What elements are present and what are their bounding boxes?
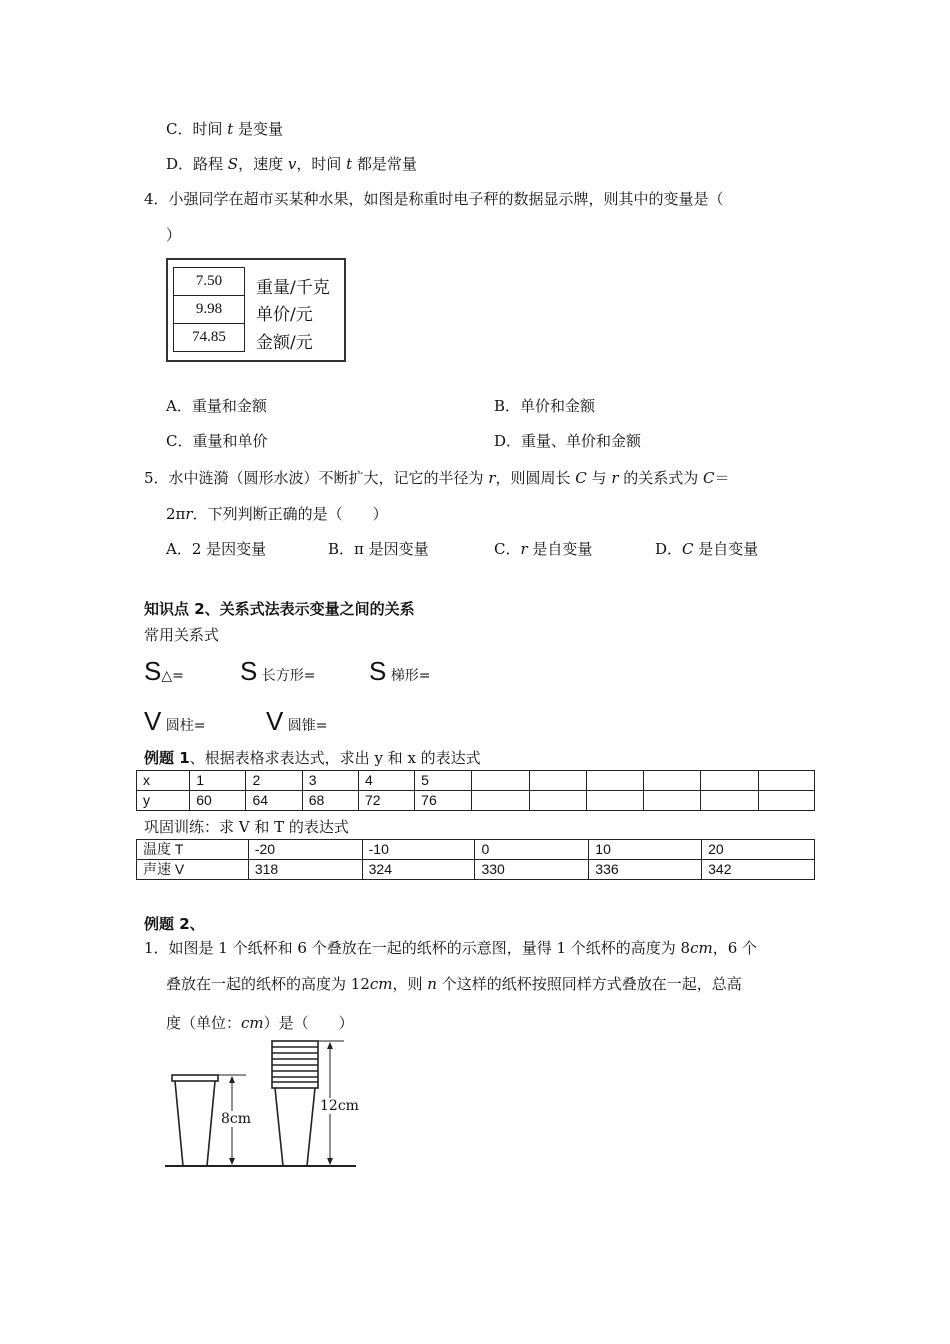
scale-amount-label: 金额/元 — [256, 333, 313, 353]
table-cell — [758, 791, 814, 811]
q4-option-d: D．重量、单价和金额 — [494, 432, 642, 450]
q5-option-d: D．C 是自变量 — [655, 540, 759, 558]
table-cell — [472, 771, 529, 791]
table-cell: 342 — [702, 860, 815, 880]
practice-title: 巩固训练：求 V 和 T 的表达式 — [144, 818, 349, 836]
table-cell: 2 — [246, 771, 302, 791]
label-12cm: 12cm — [320, 1098, 359, 1114]
table-cell: 10 — [589, 840, 702, 860]
table-cell: 1 — [190, 771, 246, 791]
example1-row-x — [137, 771, 815, 791]
example2-q1-line1: 1．如图是 1 个纸杯和 6 个叠放在一起的纸杯的示意图，量得 1 个纸杯的高度为 8cm，6 个 — [144, 939, 758, 957]
stacked-cups — [272, 1041, 318, 1166]
example2-q1-line3: 度（单位：cm）是（ ） — [166, 1014, 354, 1032]
table-cell: 4 — [358, 771, 414, 791]
scale-weight-label: 重量/千克 — [256, 278, 330, 298]
table-cell: 5 — [415, 771, 472, 791]
table-cell: 20 — [702, 840, 815, 860]
q5-stem-line1: 5．水中涟漪（圆形水波）不断扩大，记它的半径为 r，则圆周长 C 与 r 的关系式为 C＝ — [144, 469, 730, 487]
table-cell: 3 — [302, 771, 358, 791]
q5-option-c: C．r 是自变量 — [494, 540, 593, 558]
q4-option-a: A．重量和金额 — [166, 397, 267, 415]
table-cell — [644, 791, 701, 811]
q4-stem-line2: ） — [166, 226, 182, 244]
table-cell — [586, 791, 643, 811]
table-cell — [758, 771, 814, 791]
practice-table — [136, 839, 815, 880]
table-cell: 64 — [246, 791, 302, 811]
scale-amount-value: 74.85 — [173, 324, 245, 352]
example2-q1-line2: 叠放在一起的纸杯的高度为 12cm，则 n 个这样的纸杯按照同样方式叠放在一起，总高 — [166, 975, 742, 993]
table-cell — [472, 791, 529, 811]
table-cell: 声速 V — [137, 860, 249, 880]
table-cell: 336 — [589, 860, 702, 880]
table-cell: 330 — [475, 860, 589, 880]
example2-title: 例题 2、 — [144, 915, 205, 933]
formula-rectangle-area: S 长方形= — [240, 656, 316, 686]
example1-title: 例题 1、根据表格求表达式，求出 y 和 x 的表达式 — [144, 749, 481, 767]
table-cell: y — [137, 791, 190, 811]
knowledge-subheading: 常用关系式 — [144, 626, 220, 644]
table-cell: -10 — [362, 840, 475, 860]
table-cell — [701, 771, 758, 791]
formula-cylinder-volume: V 圆柱= — [144, 706, 206, 736]
table-cell: 324 — [362, 860, 475, 880]
label-8cm: 8cm — [221, 1111, 252, 1127]
q3-option-d: D．路程 S，速度 v，时间 t 都是常量 — [166, 155, 417, 173]
example1-row-y — [137, 791, 815, 811]
table-cell: x — [137, 771, 190, 791]
table-cell: 温度 T — [137, 840, 249, 860]
example1-table — [136, 770, 815, 811]
formula-triangle-area: S△= — [144, 656, 184, 686]
scale-weight-value: 7.50 — [173, 267, 245, 296]
q4-option-c: C．重量和单价 — [166, 432, 268, 450]
table-cell: 0 — [475, 840, 589, 860]
table-cell — [586, 771, 643, 791]
single-cup — [172, 1075, 218, 1166]
table-cell — [529, 791, 586, 811]
scale-values — [173, 267, 245, 352]
formula-cone-volume: V 圆锥= — [266, 706, 328, 736]
table-cell: 76 — [415, 791, 472, 811]
q4-stem-line1: 4．小强同学在超市买某种水果，如图是称重时电子秤的数据显示牌，则其中的变量是（ — [144, 190, 724, 208]
table-cell: 60 — [190, 791, 246, 811]
table-cell: 318 — [248, 860, 362, 880]
q5-option-b: B．π 是因变量 — [328, 540, 429, 558]
table-cell: 72 — [358, 791, 414, 811]
practice-row-speed — [137, 860, 815, 880]
q3-option-c: C．时间 t 是变量 — [166, 120, 284, 138]
q5-stem-line2: 2πr．下列判断正确的是（ ） — [166, 505, 388, 523]
table-cell: 68 — [302, 791, 358, 811]
table-cell — [701, 791, 758, 811]
q5-option-a: A．2 是因变量 — [166, 540, 267, 558]
table-cell: -20 — [248, 840, 362, 860]
scale-price-value: 9.98 — [173, 296, 245, 324]
formula-trapezoid-area: S 梯形= — [369, 656, 431, 686]
q4-option-b: B．单价和金额 — [494, 397, 596, 415]
knowledge-heading: 知识点 2、关系式法表示变量之间的关系 — [144, 600, 415, 618]
practice-row-temperature — [137, 840, 815, 860]
table-cell — [644, 771, 701, 791]
scale-price-label: 单价/元 — [256, 305, 313, 325]
table-cell — [529, 771, 586, 791]
